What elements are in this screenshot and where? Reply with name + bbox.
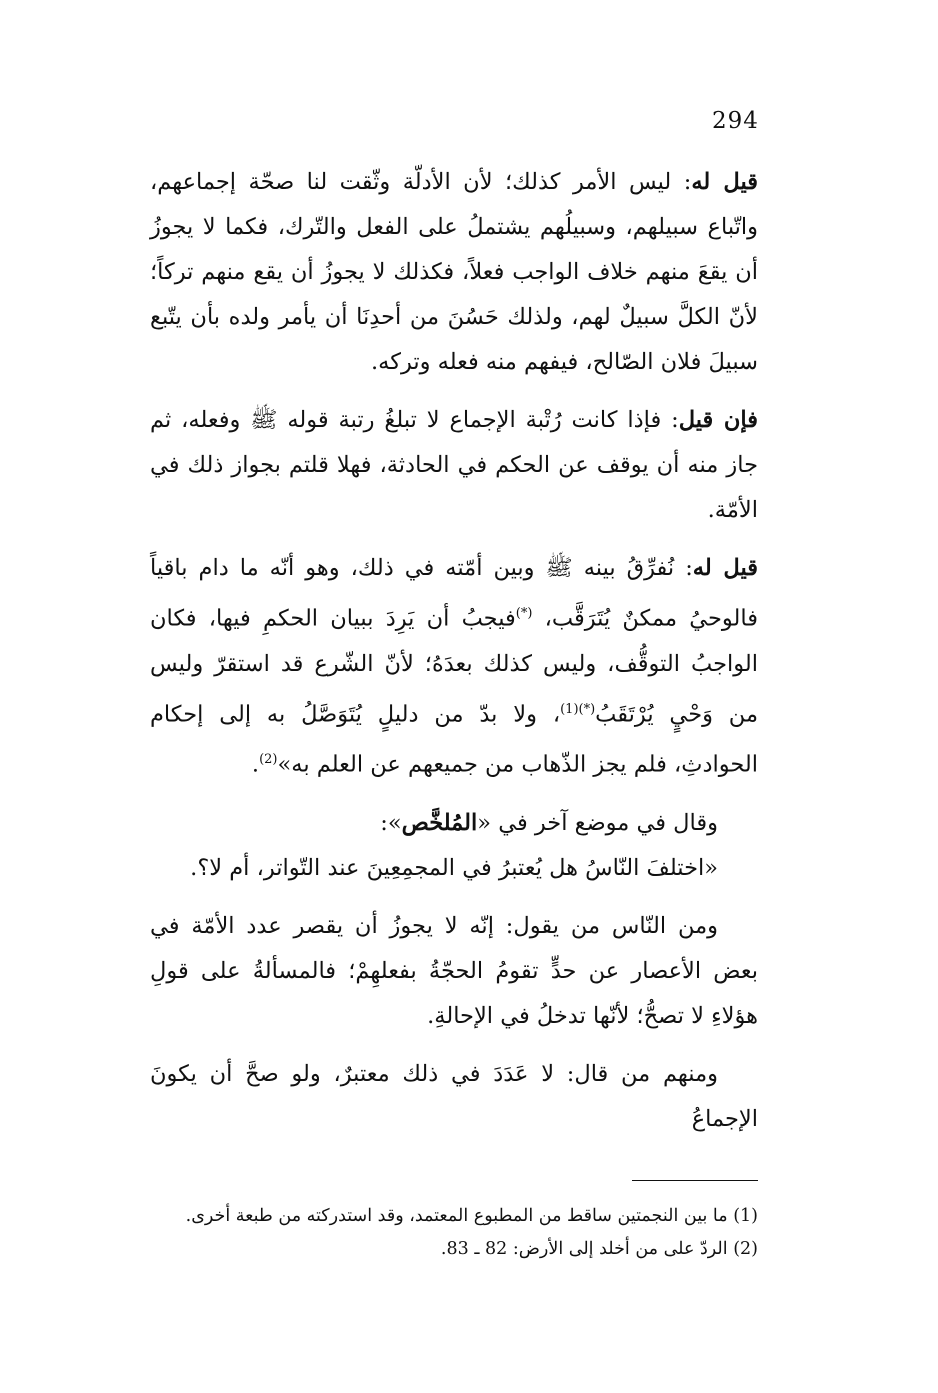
footnote-number: (1) — [733, 1206, 758, 1226]
paragraph — [150, 546, 758, 788]
paragraph-text: فيجبُ أن يَرِدَ ببيان الحكمِ فيها، فكان الواجبُ التوقُّف، وليس كذلك بعدَهُ؛ لأنّ الشّرع قد استقرّ وليس من وَحْيٍ يُرْتَقَبُ — [150, 605, 758, 727]
asterisk-marker: (*) — [515, 606, 533, 621]
paragraph-text: ، ولا بدّ من دليلٍ يُتَوَصَّلُ به إلى إحكام الحوادثِ، فلم يجز الذّهاب من جميعهم عن العلم به» — [150, 701, 758, 778]
paragraph-text: . — [251, 751, 260, 778]
paragraph-lead: فإن قيل — [678, 407, 758, 433]
paragraph-lead: قيل له — [691, 169, 758, 195]
paragraph-text: : فإذا كانت رُتْبة الإجماع لا تبلغُ رتبة قوله ﷺ وفعله، ثم جاز منه أن يوقف عن الحكم في الحادثة، فهلا قلتم بجواز ذلك في الأمّة. — [150, 407, 758, 523]
paragraph — [150, 801, 758, 846]
paragraph-text: : ليس الأمر كذلك؛ لأن الأدلّة وثّقت لنا صحّة إجماعهم، واتّباع سبيلهم، وسبيلُهم يشتملُ على الفعل والتّرك، فكما لا يجوزُ أن يقعَ منهم خلاف الواجب فعلاً، فكذلك لا يجوزُ أن يقع منهم تركاً؛ لأنّ الكلَّ سبيلٌ لهم، ولذلك حَسُنَ من أحدِنَا أن يأمر ولده بأن يتّبع سبيلَ فلان الصّالح، فيفهم منه فعله وتركه. — [150, 169, 758, 375]
paragraph-text: وقال في موضع آخر في « — [477, 809, 718, 836]
page-number: 294 — [712, 108, 759, 134]
paragraph-text: «اختلفَ النّاسُ هل يُعتبرُ في المجمِعِينَ عند التّواتر، أم لا؟. — [190, 854, 718, 881]
footnote-divider — [632, 1180, 758, 1181]
paragraph-lead: قيل له — [692, 555, 759, 581]
paragraph-text: »: — [380, 809, 402, 836]
paragraph — [150, 1052, 758, 1142]
footnote-text: ما بين النجمتين ساقط من المطبوع المعتمد، وقد استدركته من طبعة أخرى. — [185, 1206, 728, 1226]
paragraph-text: ومنهم من قال: لا عَدَدَ في ذلك معتبرٌ، ولو صحَّ أن يكونَ الإجماعُ — [150, 1060, 758, 1132]
footnote-ref-2: (2) — [259, 752, 278, 767]
quote-paragraph — [150, 846, 758, 891]
footnotes — [100, 1200, 758, 1266]
footnote-number: (2) — [733, 1239, 758, 1259]
footnote-item — [100, 1200, 758, 1233]
paragraph — [150, 398, 758, 533]
paragraph — [150, 904, 758, 1039]
footnote-text: الردّ على من أخلد إلى الأرض: 82 ـ 83. — [440, 1239, 728, 1259]
paragraph-text: : نُفرِّقُ بينه ﷺ وبين أمّته في ذلك، وهو أنّه ما دام باقياً فالوحيُ ممكنٌ يُتَرَقَّب، — [150, 555, 759, 632]
paragraph — [150, 160, 758, 385]
footnote-ref-1: (*)(1) — [560, 701, 596, 717]
footnote-item — [100, 1233, 758, 1266]
main-text — [150, 160, 758, 1155]
book-title: المُلخَّص — [401, 809, 478, 836]
paragraph-text: ومن النّاس من يقول: إنّه لا يجوزُ أن يقصر عدد الأمّة في بعض الأعصار عن حدٍّ تقومُ الحجّةُ بفعلهِمْ؛ فالمسألةُ على قولِ هؤلاءِ لا تصحُّ؛ لأنّها تدخلُ في الإحالةِ. — [150, 912, 758, 1029]
